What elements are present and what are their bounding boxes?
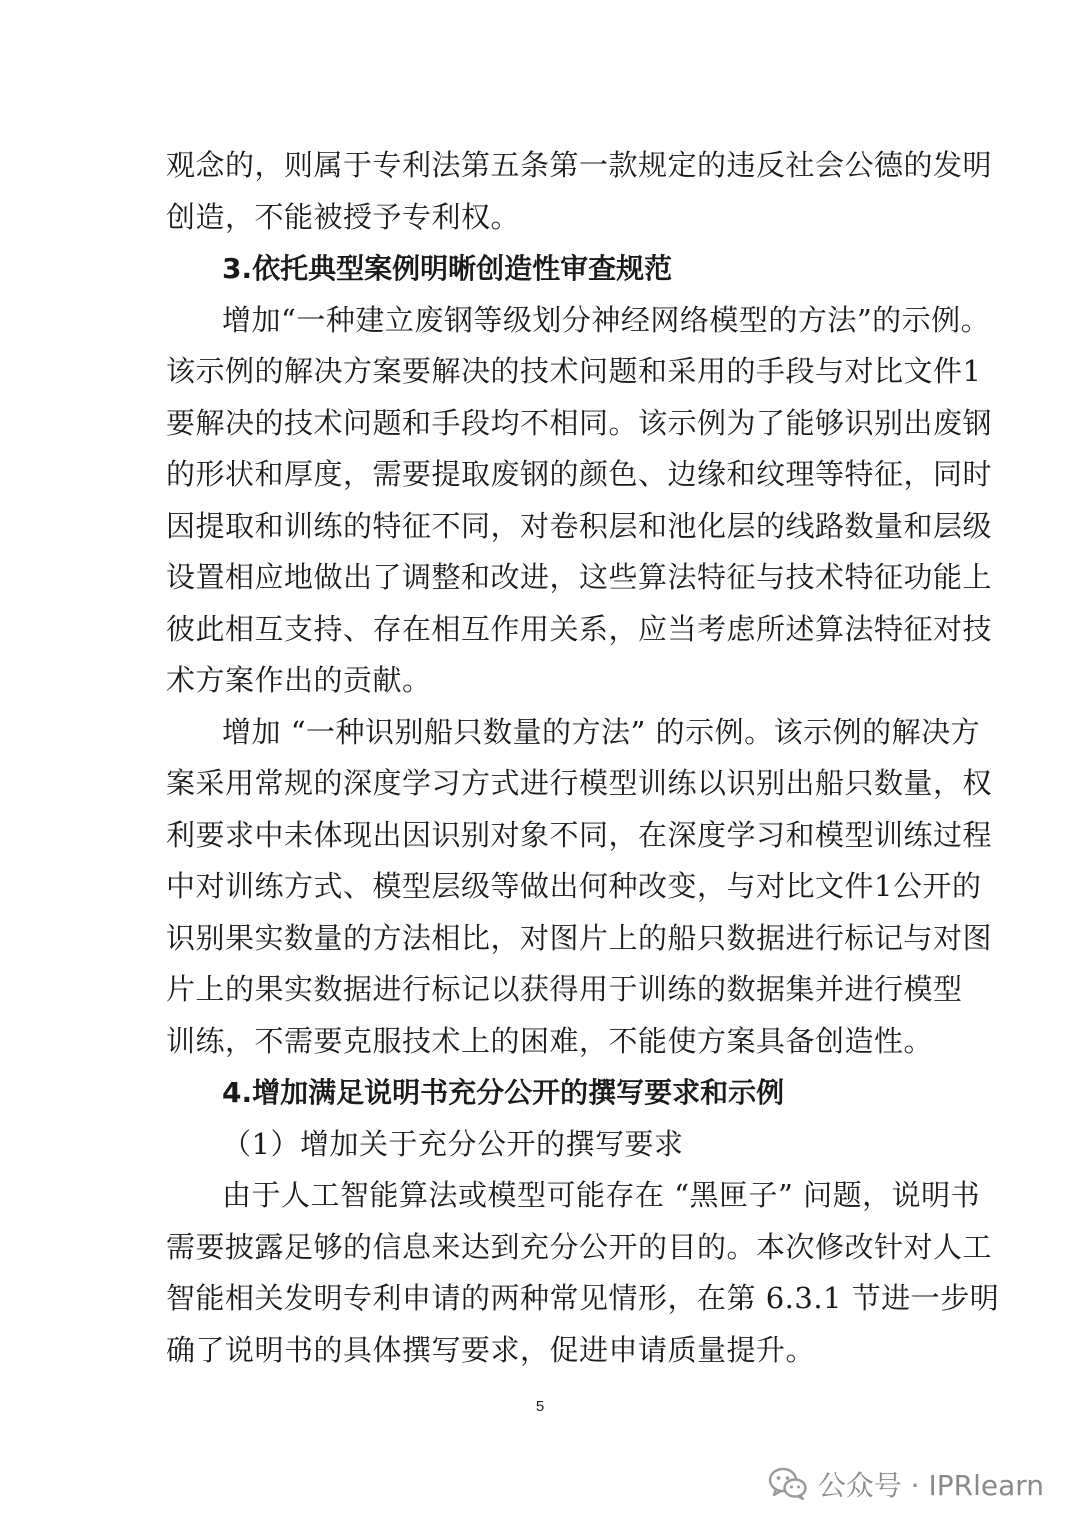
watermark (768, 1462, 1044, 1506)
watermark-text: 公众号 · IPRlearn (817, 1469, 1044, 1502)
text-line: 由于人工智能算法或模型可能存在 “黑匣子” 问题，说明书 (222, 1178, 981, 1212)
text-line: 确了说明书的具体撰写要求，促进申请质量提升。 (166, 1332, 816, 1367)
text-line: 设置相应地做出了调整和改进，这些算法特征与技术特征功能上 (166, 560, 993, 594)
text-line: 创造，不能被授予专利权。 (166, 199, 521, 234)
page-number: 5 (535, 1398, 545, 1415)
text-line: 增加“一种建立废钢等级划分神经网络模型的方法”的示例。 (222, 302, 991, 337)
text-line: 片上的果实数据进行标记以获得用于训练的数据集并进行模型 (166, 972, 963, 1006)
text-line: 增加 “一种识别船只数量的方法” 的示例。该示例的解决方 (222, 714, 981, 749)
text-line: 智能相关发明专利申请的两种常见情形，在第 6.3.1 节进一步明 (166, 1281, 1000, 1315)
text-line: 需要披露足够的信息来达到充分公开的目的。本次修改针对人工 (166, 1229, 993, 1264)
section-heading: 3.依托典型案例明晰创造性审查规范 (222, 252, 673, 285)
wechat-icon (768, 1467, 808, 1501)
subheading-line: （1）增加关于充分公开的撰写要求 (222, 1126, 684, 1161)
text-line: 识别果实数量的方法相比，对图片上的船只数据进行标记与对图 (166, 920, 993, 955)
text-line: 观念的，则属于专利法第五条第一款规定的违反社会公德的发明 (166, 148, 993, 182)
text-line: 利要求中未体现出因识别对象不同，在深度学习和模型训练过程 (166, 817, 993, 852)
document-body (166, 140, 1000, 1376)
section-heading: 4.增加满足说明书充分公开的撰写要求和示例 (222, 1076, 785, 1109)
text-line: 的形状和厚度，需要提取废钢的颜色、边缘和纹理等特征，同时 (166, 457, 993, 491)
text-line: 要解决的技术问题和手段均不相同。该示例为了能够识别出废钢 (166, 405, 993, 440)
text-line: 该示例的解决方案要解决的技术问题和采用的手段与对比文件1 (166, 354, 982, 388)
text-line: 术方案作出的贡献。 (166, 663, 432, 697)
text-line: 训练，不需要克服技术上的困难，不能使方案具备创造性。 (166, 1023, 934, 1058)
text-line: 彼此相互支持、存在相互作用关系，应当考虑所述算法特征对技 (166, 611, 993, 646)
text-line: 中对训练方式、模型层级等做出何种改变，与对比文件1公开的 (166, 869, 982, 903)
text-line: 案采用常规的深度学习方式进行模型训练以识别出船只数量，权 (166, 766, 993, 800)
text-line: 因提取和训练的特征不同，对卷积层和池化层的线路数量和层级 (166, 508, 993, 543)
